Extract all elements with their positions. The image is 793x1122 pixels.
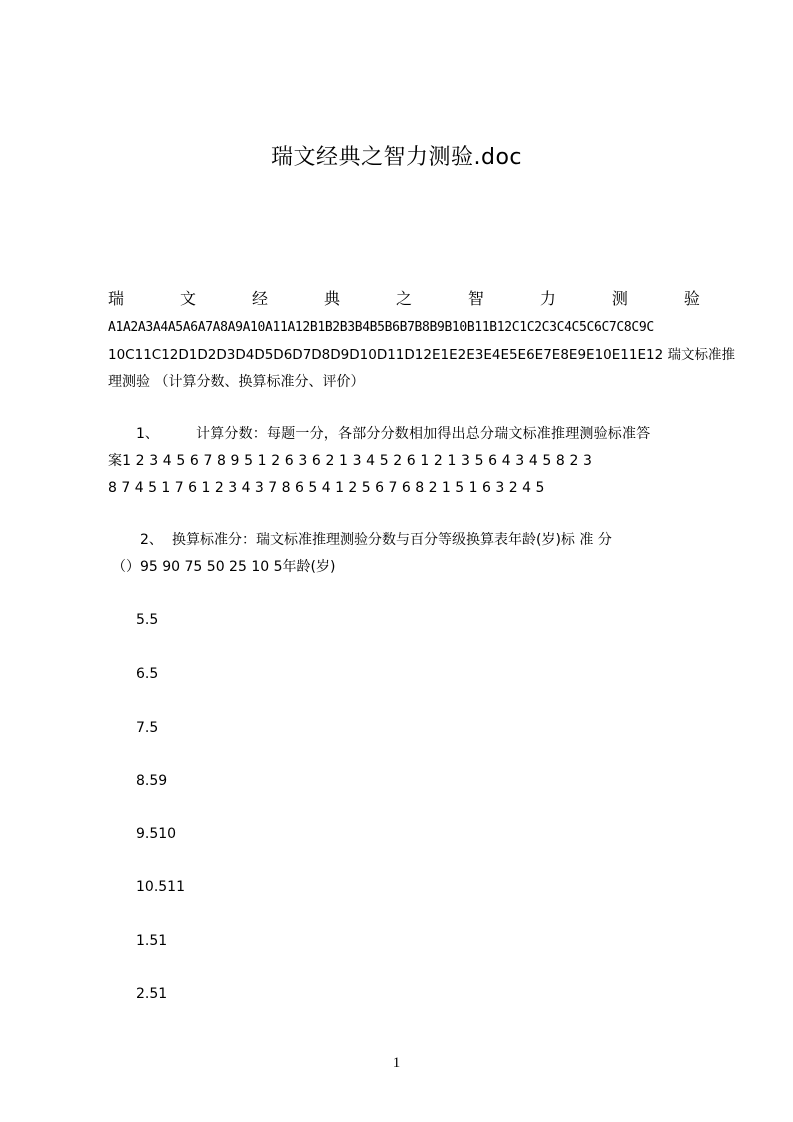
- heading-char: 智: [467, 289, 484, 308]
- age-value: 7.5: [136, 720, 159, 736]
- item-codes-line-1: A1A2A3A4A5A6A7A8A9A10A11A12B1B2B3B4B5B6B7B8B9B10B11B12C1C2C3C4C5C6C7C8C9C: [108, 320, 654, 335]
- section1-number: 1、: [136, 426, 159, 442]
- heading-char: 经: [251, 289, 268, 308]
- page-number: 1: [392, 1055, 401, 1071]
- age-value: 2.51: [136, 986, 168, 1002]
- heading-char: 测: [611, 289, 628, 308]
- age-value: 9.510: [136, 826, 177, 842]
- item-codes-line-2: 10C11C12D1D2D3D4D5D6D7D8D9D10D11D12E1E2E3E4E5E6E7E8E9E10E11E12 瑞文标准推: [108, 347, 735, 363]
- section2-number: 2、: [140, 532, 163, 548]
- age-value: 5.5: [136, 612, 159, 628]
- heading-char: 文: [179, 289, 196, 308]
- age-value: 8.59: [136, 773, 168, 789]
- item-codes-line-3: 理测验 （计算分数、换算标准分、评价）: [108, 374, 365, 390]
- age-value: 10.511: [136, 879, 185, 895]
- section1-answer-line-2: 8 7 4 5 1 7 6 1 2 3 4 3 7 8 6 5 4 1 2 5 6 7 6 8 2 1 5 1 6 3 2 4 5: [108, 480, 545, 496]
- section1-answer-line-1: 案1 2 3 4 5 6 7 8 9 5 1 2 6 3 6 2 1 3 4 5 2 6 1 2 1 3 5 6 4 3 4 5 8 2 3: [108, 453, 593, 469]
- heading-char: 典: [323, 289, 340, 308]
- document-title: 瑞文经典之智力测验.doc: [270, 145, 522, 170]
- age-value: 1.51: [136, 933, 168, 949]
- heading-char: 验: [683, 289, 700, 308]
- section2-line-1: 换算标准分：瑞文标准推理测验分数与百分等级换算表年龄(岁)标 准 分: [172, 532, 612, 548]
- heading-char: 力: [539, 289, 556, 308]
- section1-line-1: 计算分数：每题一分，各部分分数相加得出总分瑞文标准推理测验标准答: [196, 426, 651, 442]
- section2-line-2: （）95 90 75 50 25 10 5年龄(岁): [112, 559, 336, 575]
- section-heading: [108, 288, 700, 310]
- heading-char: 之: [395, 289, 412, 308]
- age-value: 6.5: [136, 666, 159, 682]
- heading-char: 瑞: [108, 289, 125, 308]
